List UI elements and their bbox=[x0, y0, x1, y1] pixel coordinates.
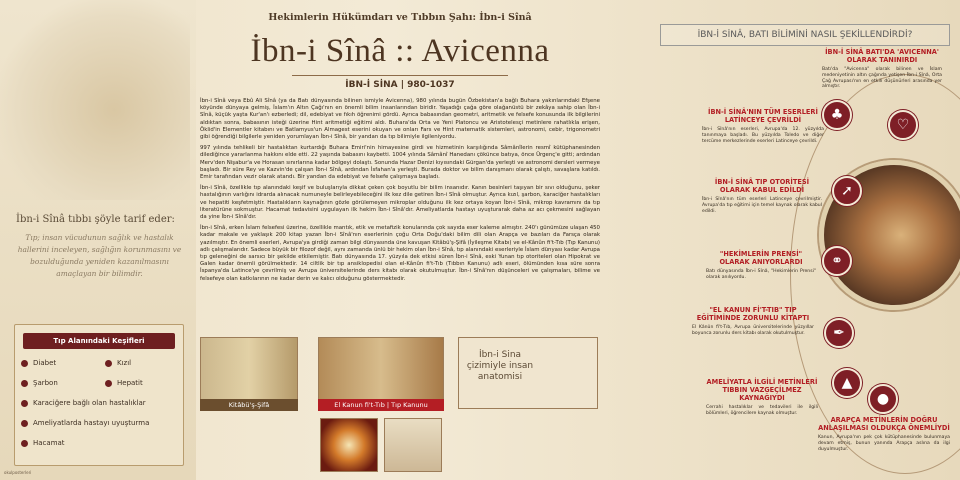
discovery-item: Ameliyatlarda hastayı uyuşturma bbox=[15, 413, 183, 433]
paragraph: İbn-i Sînâ veya Ebû Ali Sînâ (ya da Batı dünyasında bilinen ismiyle Avicenna), 980 yılında bugün Özbekistan'a bağlı Buhara yakınlarındaki Efşene köyünde dünyaya gelmiş, İslam'ın Altın Çağı'nın en önemli bilim insanlarından biridir. Yaşadığı çağa göre olağanüstü bir zekâya sahip olan İbn-i Sînâ, küçük yaşta Kur'an'ı ezberledi; dil, edebiyat ve fıkıh öğrenimi gördü. Ayrıca babasından geometri, aritmetik ve felsefe konusunda ilk bilgilerini aldıktan sonra, babasının isteği üzerine Hint aritmetiği eğitimi aldı. Buhara'da Orta ve Yeni Platoncu ve Aristotelesçi metinlere rahatlıkla erişen, Öklid'in Elementler kitabını ve Batlamyus'un Almagest eserini okuyan ve onları Fars ve Hint matematik sistemleri, astronomi, cebir, trigonometri gibi öğrendiği bilgilerle yeniden yorumlayan İbn-i Sînâ, bir yandan da tıp bilimiyle ilgileniyordu. bbox=[200, 98, 600, 141]
section-1: İBN-İ SİNÂ BATI'DA 'AVICENNA' OLARAK TANINIRDI Batı'da "Avicenna" olarak bilinen ve İslam medeniyetinin altın çağında yetişen İbn-i Sînâ, Orta Çağ Avrupası'nın en etkili düşünürleri arasında yer almıştır. bbox=[822, 48, 942, 90]
discoveries-box bbox=[14, 324, 184, 466]
paragraph: İbn-i Sînâ, erken İslam felsefesi üzerine, özellikle mantık, etik ve metafizik konularında çok sayıda eser kaleme almıştır. 240'ı günümüze ulaşan 450 kadar makale ve yaklaşık 200 kitap yazan İbn-i Sînâ'nın eserlerinin çoğu Orta Doğu'daki bilim dili olan Arapça ve bazıları da Farsça olarak yazılmıştır. En önemli eserleri, Avrupa'ya girdiği zaman bilgi dünyasında üne kavuşan Kitâbü'ş-Şifâ (İyileşme Kitabı) ve el-Kânûn fi't-Tıb (Tıp Kanunu) adlı çalışmalarıdır. Sadece büyük bir filozof değil, aynı zamanda ünlü bir hekim olan İbn-i Sînâ, tıp alanındaki eserleriyle İslam dünyası kadar Avrupa tıp geleneğini de sarsıcı bir şekilde etkilemiştir. Batı dünyasında 17. yüzyıla dek etkisi süren İbn-i Sînâ, eski Yunan tıp otoriteleri olan Hipokrat ve Galen kadar önemli görülmektedir. 14 ciltlik bir tıp ansiklopedisi olan el-Kânûn fi't-Tıb (Tıbbın Kanunu) adlı eseri, ölümünden kısa süre sonra İspanya'da Latince'ye çevrilmiş ve Avrupa üniversitelerinde ders kitabı olarak okutulmuştur. İbn-i Sînâ'nın düşünceleri ve çalışmaları, bilime ve felsefeye olan katkılarının ne kadar derin ve kalıcı olduğunu göstermektedir. bbox=[200, 225, 600, 282]
bullet-icon bbox=[105, 360, 112, 367]
stethoscope-icon: ⚭ bbox=[822, 246, 852, 276]
portrait-sketch bbox=[0, 0, 190, 200]
caption-anatomy: İbn-i Sina çizimiyle insan anatomisi bbox=[466, 350, 534, 382]
dates: İBN-İ SİNA | 980-1037 bbox=[345, 80, 455, 90]
right-panel bbox=[604, 0, 960, 480]
bullet-icon bbox=[21, 440, 28, 447]
left-panel bbox=[0, 0, 196, 480]
graduation-cap-icon: ▲ bbox=[832, 368, 862, 398]
discovery-item: Hepatit bbox=[99, 373, 183, 393]
discovery-item: Hacamat bbox=[15, 433, 183, 453]
title-divider bbox=[292, 75, 508, 76]
bullet-icon bbox=[21, 380, 28, 387]
syringe-icon: ➚ bbox=[832, 176, 862, 206]
discovery-item: Şarbon bbox=[15, 373, 99, 393]
caption-shifa: Kitâbü'ş-Şifâ bbox=[200, 399, 298, 411]
section-6: AMELİYATLA İLGİLİ METİNLERİ TIBBIN VAZGEÇİLMEZ KAYNAĞIYDI Cerrahi hastalıklar ve tedavileri ile ilgili bölümleri, öğrencilere kaynak olmuştur. bbox=[706, 378, 818, 416]
quote-text: Tıp; insan vücudunun sağlık ve hastalık hallerini inceleyen, sağlığın korunmasını ve bozulduğunda yeniden kazanılmasını amaçlayan bir bilimdir. bbox=[17, 233, 182, 278]
section-2: İBN-İ SİNÂ'NIN TÜM ESERLERİ LATİNCEYE ÇEVRİLDİ İbn-i Sînâ'nın eserleri, Avrupa'da 12. yüzyılda tanınmaya başladı. Bu yüzyılda Toledo ve diğer tercüme merkezlerinde eserleri Latinceye çevrildi. bbox=[702, 108, 824, 144]
bullet-icon bbox=[21, 360, 28, 367]
paragraph: İbn-i Sînâ, özellikle tıp alanındaki keşif ve buluşlarıyla dikkat çeken çok boyutlu bir bilim insanıdır. Kanın besinleri taşıyan bir sıvı olduğunu, şeker hastalığının varlığını idrarda alınacak numuneyle belirleyebileceğini ilk kez dile getiren İbn-i Sînâ olmuştur. Ayrıca kızıl, şarbon, karaciğer hastalıkları ve hepatiti keşfetmiştir. Hastalıkların kaynağının gözle görülemeyen mikroplar olduğunu ilk kez ortaya koyan İbn-i Sînâ, mikrop kavramını da tıp literatürüne sokmuştur. Hacamat tedavisini uygulayan ilk hekim İbn-i Sînâ'dır. Ameliyatlarda hastayı uyuşturarak daha az acı çekmesini sağlayan da yine İbn-i Sînâ'dır. bbox=[200, 185, 600, 221]
quote-title: İbn-i Sînâ tıbbı şöyle tarif eder: bbox=[16, 214, 175, 225]
bullet-icon bbox=[21, 420, 28, 427]
section-4: "HEKİMLERİN PRENSİ" OLARAK ANIYORLARDI Batı dünyasında İbn-i Sînâ, "Hekimlerin Prensi" olarak anılıyordu. bbox=[706, 250, 816, 280]
biography-text bbox=[200, 98, 600, 287]
illustration-image bbox=[384, 418, 442, 472]
discovery-item: Karaciğere bağlı olan hastalıklar bbox=[15, 393, 183, 413]
microscope-icon: ● bbox=[868, 384, 898, 414]
discoveries-title: Tıp Alanındaki Keşifleri bbox=[23, 333, 175, 349]
publisher-logo: okulposterleri bbox=[4, 470, 32, 475]
subtitle: Hekimlerin Hükümdarı ve Tıbbın Şahı: İbn-i Sînâ bbox=[268, 12, 532, 23]
section-5: "EL KANUN Fİ'T-TIB" TIP EĞİTİMİNDE ZORUNLU KİTAPTI El Kânûn fi't-Tıb, Avrupa üniversitelerinde yüzyıllar boyunca zorunlu ders kitabı olarak okutulmuştur. bbox=[692, 306, 814, 336]
caption-canon: El Kanun fi't-Tıb | Tıp Kanunu bbox=[318, 399, 444, 411]
book-icon: ♣ bbox=[822, 100, 852, 130]
page-title: İbn-i Sînâ :: Avicenna bbox=[250, 33, 550, 69]
book-open-icon: ✒ bbox=[824, 318, 854, 348]
center-column bbox=[200, 0, 600, 480]
paragraph: 997 yılında tehlikeli bir hastalıktan kurtardığı Buhara Emiri'nin himayesine girdi ve hizmetinin karşılığında Sâmânîlerin resmî kütüphanesinden dilediğince yararlanma hakkını elde etti. 22 yaşında babasını kaybetti. 1004 yılında Sâmânî Hanedanı çökünce batıya, önce Ürgenç'e gitti; ardından Merv'den Nişabur'a ve Horasan sınırlarına kadar bölgeyi dolaştı. Sonunda Hazar Denizi kıyısındaki Gürgan'da yerleşti ve astronomi dersleri vermeye başladı. Bir süre Rey ve Kazvin'de çalışan İbn-i Sînâ, ardından İsfahan'a yerleşti. Burada doktor ve bilim danışmanı olarak çalıştı, savaşlara katıldı. Emir tarafından vezir olarak atandı. Bir yandan da edebiyat ve felsefe çalışmaya başladı. bbox=[200, 145, 600, 181]
discovery-item: Diabet bbox=[15, 353, 99, 373]
right-heading: İBN-İ SİNÂ, BATI BİLİMİNİ NASIL ŞEKİLLENDİRDİ? bbox=[660, 24, 950, 46]
bullet-icon bbox=[105, 380, 112, 387]
heart-icon: ♡ bbox=[888, 110, 918, 140]
section-3: İBN-İ SİNÂ TIP OTORİTESİ OLARAK KABUL EDİLDİ İbn-i Sînâ'nın tüm eserleri Latinceye çevrilmiştir. Avrupa'da tıp eğitimi için temel kaynak olarak kabul edildi. bbox=[702, 178, 822, 214]
bullet-icon bbox=[21, 400, 28, 407]
eye-diagram-image bbox=[320, 418, 378, 472]
discovery-item: Kızıl bbox=[99, 353, 183, 373]
section-7: ARAPÇA METİNLERİN DOĞRU ANLAŞILMASI OLDUKÇA ÖNEMLİYDİ Kanun, Avrupa'nın pek çok kütüphanesinde bulunmaya devam etmiş, bunun yanında Arapça aslına da ilgi duyulmuştur. bbox=[818, 416, 950, 452]
